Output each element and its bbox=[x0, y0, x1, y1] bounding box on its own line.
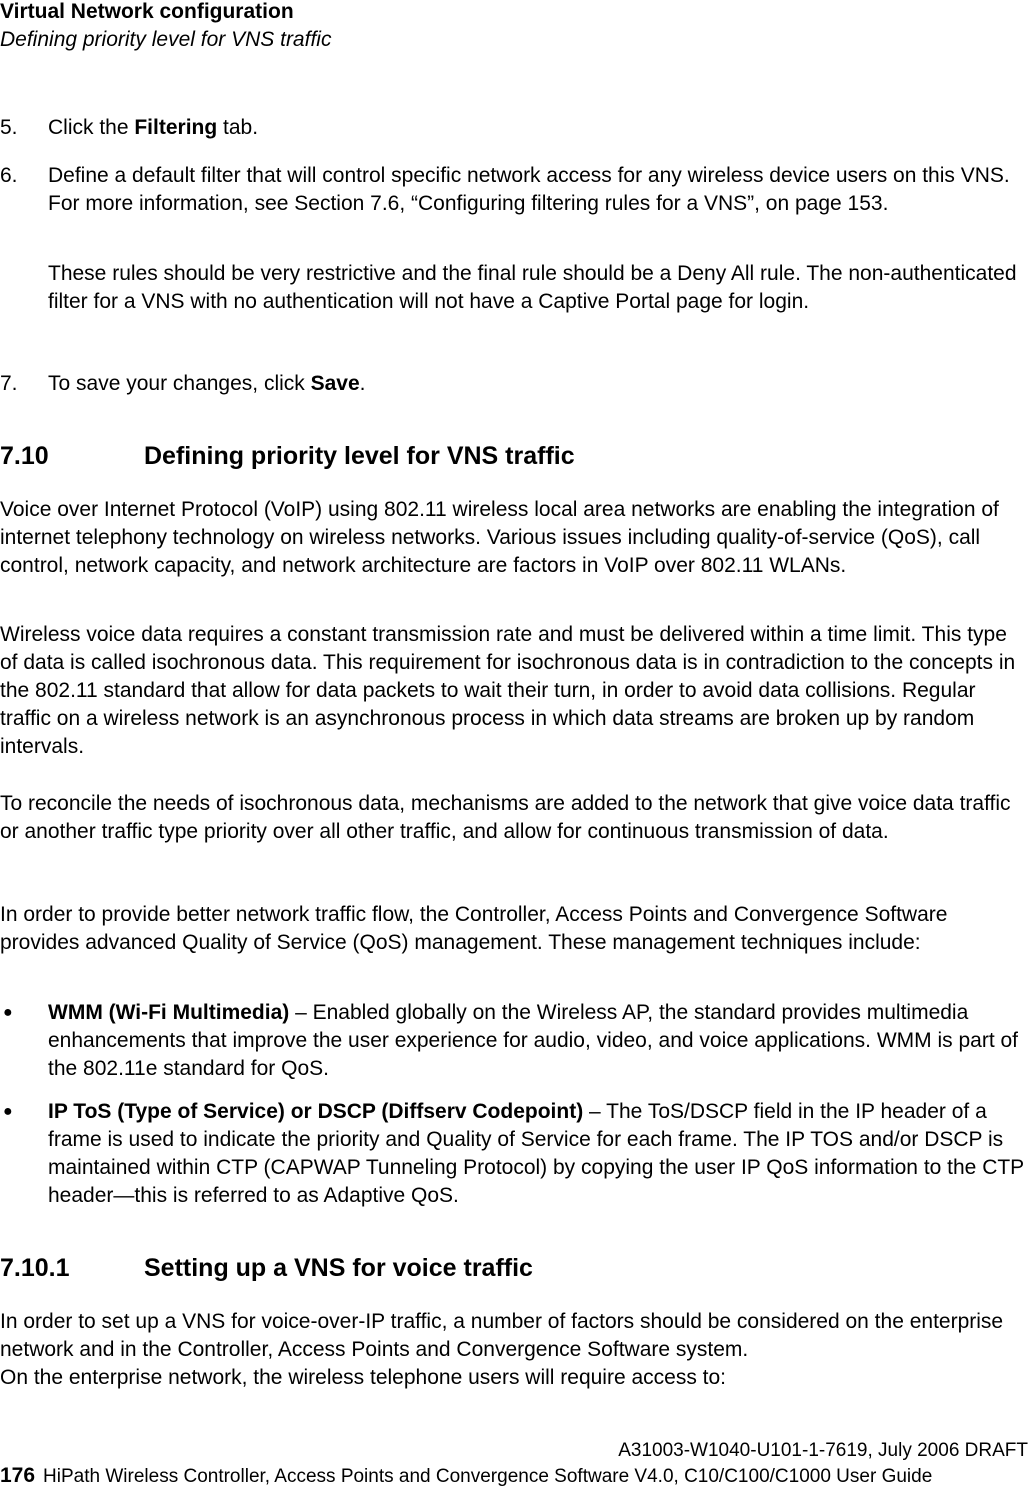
paragraph: In order to set up a VNS for voice-over-IP traffic, a number of factors should be considered on the enterprise network and in the Controller, Access Points and Convergence Software system. bbox=[0, 1310, 1004, 1361]
step-note-text: These rules should be very restrictive and the final rule should be a Deny All rule. The non-authenticated filter for a VNS with no authentication will not have a Captive Portal page for login. bbox=[48, 262, 1017, 313]
page-number: 176 bbox=[0, 1464, 36, 1487]
step-text: To save your changes, click Save. bbox=[48, 372, 366, 395]
section-heading-7-10 bbox=[0, 442, 1031, 472]
step-text: Click the Filtering tab. bbox=[48, 116, 259, 139]
list-item bbox=[0, 999, 1031, 1083]
bullet-icon: ● bbox=[3, 1004, 13, 1021]
section-heading-7-10-1 bbox=[0, 1254, 1031, 1284]
save-label: Save bbox=[310, 372, 360, 395]
step-7 bbox=[0, 370, 1031, 398]
step-5 bbox=[0, 114, 1031, 142]
bullet-icon: ● bbox=[3, 1103, 13, 1120]
paragraph: Voice over Internet Protocol (VoIP) using 802.11 wireless local area networks are enabling the integration of internet telephony technology on wireless networks. Various issues including quality-of-service (QoS), call control, network capacity, and network architecture are factors in VoIP over 802.11 WLANs. bbox=[0, 498, 999, 577]
paragraph: Wireless voice data requires a constant transmission rate and must be delivered within a time limit. This type of data is called isochronous data. This requirement for isochronous data is in contradiction to the concepts in the 802.11 standard that allow for data packets to wait their turn, in order to avoid data collisions. Regular traffic on a wireless network is an asynchronous process in which data streams are broken up by random intervals. bbox=[0, 623, 1016, 758]
step-6 bbox=[0, 162, 1031, 246]
filtering-tab-label: Filtering bbox=[134, 116, 218, 139]
section-title: Setting up a VNS for voice traffic bbox=[144, 1254, 533, 1282]
footer-doc-id: A31003-W1040-U101-1-7619, July 2006 DRAFT bbox=[618, 1440, 1028, 1461]
list-item bbox=[0, 1098, 1031, 1210]
step-text: Define a default filter that will control specific network access for any wireless device users on this VNS. For more information, see Section 7.6, “Configuring filtering rules for a VNS”, on page 153. bbox=[48, 164, 1010, 215]
paragraph: To reconcile the needs of isochronous data, mechanisms are added to the network that give voice data traffic or another traffic type priority over all other traffic, and allow for continuous transmission of data. bbox=[0, 792, 1011, 843]
section-number: 7.10.1 bbox=[0, 1254, 70, 1282]
step-number: 7. bbox=[0, 372, 18, 395]
section-title: Defining priority level for VNS traffic bbox=[144, 442, 575, 470]
step-number: 5. bbox=[0, 116, 18, 139]
section-number: 7.10 bbox=[0, 442, 49, 470]
step-number: 6. bbox=[0, 164, 18, 187]
footer-title: HiPath Wireless Controller, Access Points and Convergence Software V4.0, C10/C100/C1000 User Guide bbox=[43, 1466, 933, 1487]
paragraph: On the enterprise network, the wireless telephone users will require access to: bbox=[0, 1366, 727, 1389]
list-item-text: WMM (Wi-Fi Multimedia) – Enabled globally on the Wireless AP, the standard provides multimedia enhancements that improve the user experience for audio, video, and voice applications. WMM is part of the 802.11e standard for QoS. bbox=[48, 1001, 1019, 1080]
step-6-note bbox=[0, 260, 1031, 344]
running-header-chapter: Virtual Network configuration bbox=[0, 0, 294, 23]
list-item-text: IP ToS (Type of Service) or DSCP (Diffserv Codepoint) – The ToS/DSCP field in the IP header of a frame is used to indicate the priority and Quality of Service for each frame. The IP TOS and/or DSCP is maintained within CTP (CAPWAP Tunneling Protocol) by copying the user IP QoS information to the CTP header—this is referred to as Adaptive QoS. bbox=[48, 1100, 1024, 1207]
running-header-section: Defining priority level for VNS traffic bbox=[0, 28, 332, 51]
paragraph: In order to provide better network traffic flow, the Controller, Access Points and Convergence Software provides advanced Quality of Service (QoS) management. These management techniques include: bbox=[0, 903, 948, 954]
footer bbox=[0, 1465, 932, 1488]
